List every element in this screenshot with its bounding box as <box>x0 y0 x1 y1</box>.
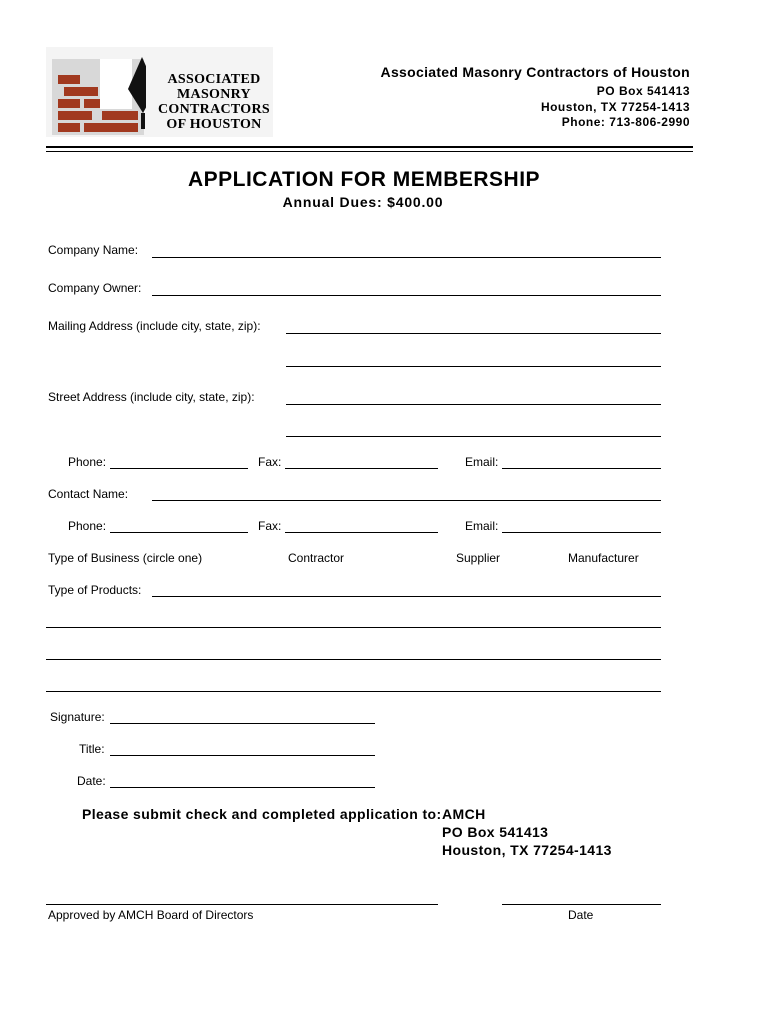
title-label: Title: <box>79 742 105 756</box>
option-supplier[interactable]: Supplier <box>456 551 501 565</box>
logo-graphic <box>46 47 146 137</box>
company-owner-label: Company Owner: <box>48 281 142 295</box>
contact-phone-line[interactable] <box>110 532 248 533</box>
submit-instruction: Please submit check and completed application to: <box>82 806 442 822</box>
brick-2 <box>64 87 98 96</box>
street-address-line-1[interactable] <box>286 404 661 405</box>
street-address-line-2[interactable] <box>286 436 661 437</box>
brick-6 <box>58 123 80 132</box>
contact-email-label: Email: <box>465 519 499 533</box>
approval-date-label: Date <box>568 908 594 922</box>
type-of-products-label: Type of Products: <box>48 583 142 597</box>
submit-address-3: Houston, TX 77254-1413 <box>442 842 612 858</box>
brick-5 <box>58 111 92 120</box>
org-phone: Phone: 713-806-2990 <box>561 115 690 129</box>
date-label: Date: <box>77 774 106 788</box>
annual-dues: Annual Dues: $400.00 <box>282 194 444 210</box>
company-owner-line[interactable] <box>152 295 661 296</box>
brick-3 <box>58 99 80 108</box>
header-rule-thin <box>46 151 693 152</box>
company-email-label: Email: <box>465 455 499 469</box>
type-of-business-label: Type of Business (circle one) <box>48 551 203 565</box>
contact-email-line[interactable] <box>502 532 661 533</box>
brick-4 <box>84 99 100 108</box>
signature-label: Signature: <box>50 710 105 724</box>
brick-7 <box>84 123 138 132</box>
contact-fax-line[interactable] <box>285 532 438 533</box>
brick-8 <box>102 111 138 120</box>
mailing-address-line-2[interactable] <box>286 366 661 367</box>
org-city: Houston, TX 77254-1413 <box>540 100 690 114</box>
header-rule <box>46 146 693 148</box>
type-of-products-line-3[interactable] <box>46 659 661 660</box>
company-fax-line[interactable] <box>285 468 438 469</box>
org-po-box: PO Box 541413 <box>596 84 690 98</box>
contact-name-line[interactable] <box>152 500 661 501</box>
company-name-label: Company Name: <box>48 243 139 257</box>
approval-label: Approved by AMCH Board of Directors <box>48 908 254 922</box>
option-manufacturer[interactable]: Manufacturer <box>568 551 639 565</box>
submit-address-1: AMCH <box>442 806 486 822</box>
logo-text: ASSOCIATED MASONRY CONTRACTORS OF HOUSTON <box>158 72 270 132</box>
contact-phone-label: Phone: <box>68 519 107 533</box>
org-name: Associated Masonry Contractors of Houston <box>380 64 690 80</box>
mailing-address-line-1[interactable] <box>286 333 661 334</box>
type-of-products-line-2[interactable] <box>46 627 661 628</box>
logo <box>46 47 273 137</box>
option-contractor[interactable]: Contractor <box>288 551 345 565</box>
company-fax-label: Fax: <box>258 455 282 469</box>
approval-date-line[interactable] <box>502 904 661 905</box>
contact-fax-label: Fax: <box>258 519 282 533</box>
brick-1 <box>58 75 80 84</box>
company-phone-line[interactable] <box>110 468 248 469</box>
company-phone-label: Phone: <box>68 455 107 469</box>
date-line[interactable] <box>110 787 375 788</box>
signature-line[interactable] <box>110 723 375 724</box>
company-email-line[interactable] <box>502 468 661 469</box>
approval-line[interactable] <box>46 904 438 905</box>
street-address-label: Street Address (include city, state, zip): <box>48 390 255 404</box>
type-of-products-line-1[interactable] <box>152 596 661 597</box>
page-title: APPLICATION FOR MEMBERSHIP <box>187 168 541 191</box>
mailing-address-label: Mailing Address (include city, state, zip): <box>48 319 261 333</box>
submit-address-2: PO Box 541413 <box>442 824 549 840</box>
type-of-products-line-4[interactable] <box>46 691 661 692</box>
company-name-line[interactable] <box>152 257 661 258</box>
contact-name-label: Contact Name: <box>48 487 129 501</box>
title-line[interactable] <box>110 755 375 756</box>
